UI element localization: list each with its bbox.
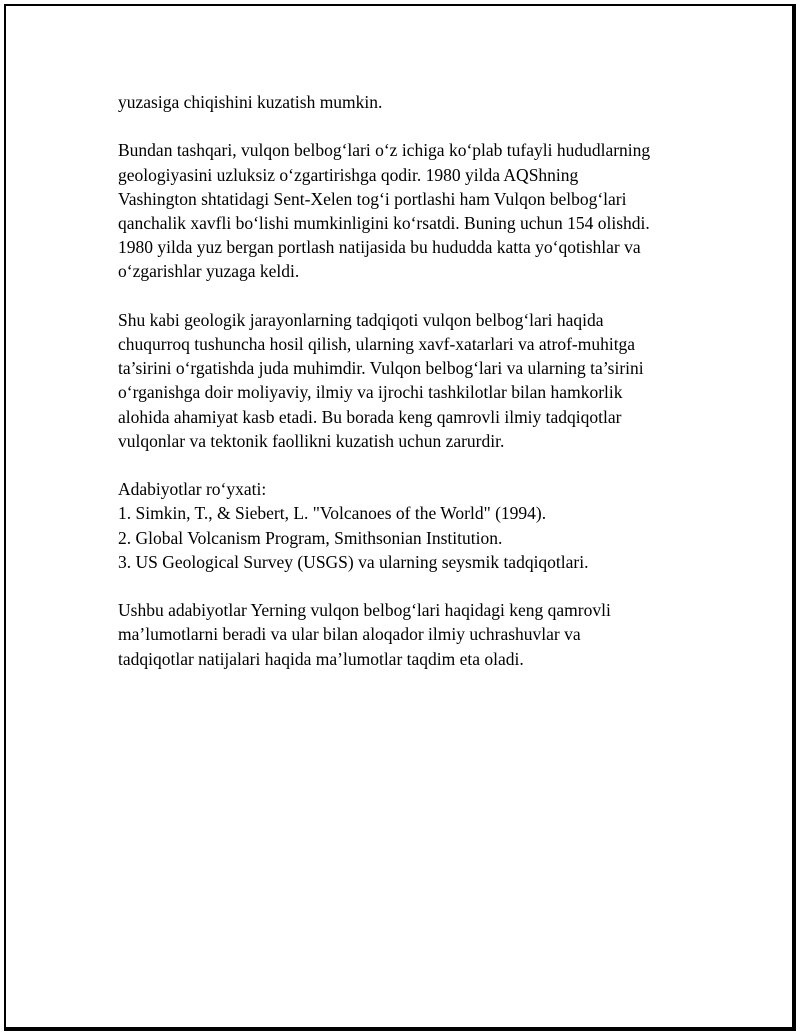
- reference-item: 1. Simkin, T., & Siebert, L. "Volcanoes of the World" (1994).: [118, 503, 547, 524]
- paragraph-research: Shu kabi geologik jarayonlarning tadqiqoti vulqon belbog‘lari haqida chuqurroq tushuncha hosil qilish, ularning xavf-xatarlari va atrof-muhitga ta’sirini o‘rgatishda juda muhimdir. Vulqon belbog‘lari va ularning ta’sirini o‘rganishga doir moliyaviy, ilmiy va ijrochi tashkilotlar bilan hamkorlik alohida ahamiyat kasb etadi. Bu borada keng qamrovli ilmiy tadqiqotlar vulqonlar va tektonik faollikni kuzatish uchun zarurdir.: [118, 309, 644, 451]
- paragraph-continuation: yuzasiga chiqishini kuzatish mumkin.: [118, 92, 383, 112]
- reference-item: 2. Global Volcanism Program, Smithsonian Institution.: [118, 527, 503, 548]
- paragraph-closing: Ushbu adabiyotlar Yerning vulqon belbog‘lari haqidagi keng qamrovli ma’lumotlarni beradi va ular bilan aloqador ilmiy uchrashuvlar va tadqiqotlar natijalari haqida ma’lumotlar taqdim eta oladi.: [118, 600, 611, 669]
- document-body: [118, 90, 708, 695]
- references-heading: Adabiyotlar ro‘yxati:: [118, 479, 267, 500]
- reference-item: 3. US Geological Survey (USGS) va ularning seysmik tadqiqotlari.: [118, 551, 589, 572]
- references-section: [118, 477, 708, 574]
- references-list: [118, 501, 708, 574]
- paragraph-saint-helens: Bundan tashqari, vulqon belbog‘lari o‘z ichiga ko‘plab tufayli hududlarning geologiyasini uzluksiz o‘zgartirishga qodir. 1980 yilda AQShning Vashington shtatidagi Sent-Xelen tog‘i portlashi ham Vulqon belbog‘lari qanchalik xavfli bo‘lishi mumkinligini ko‘rsatdi. Buning uchun 154 olishdi. 1980 yilda yuz bergan portlash natijasida bu hududda katta yo‘qotishlar va o‘zgarishlar yuzaga keldi.: [118, 140, 651, 282]
